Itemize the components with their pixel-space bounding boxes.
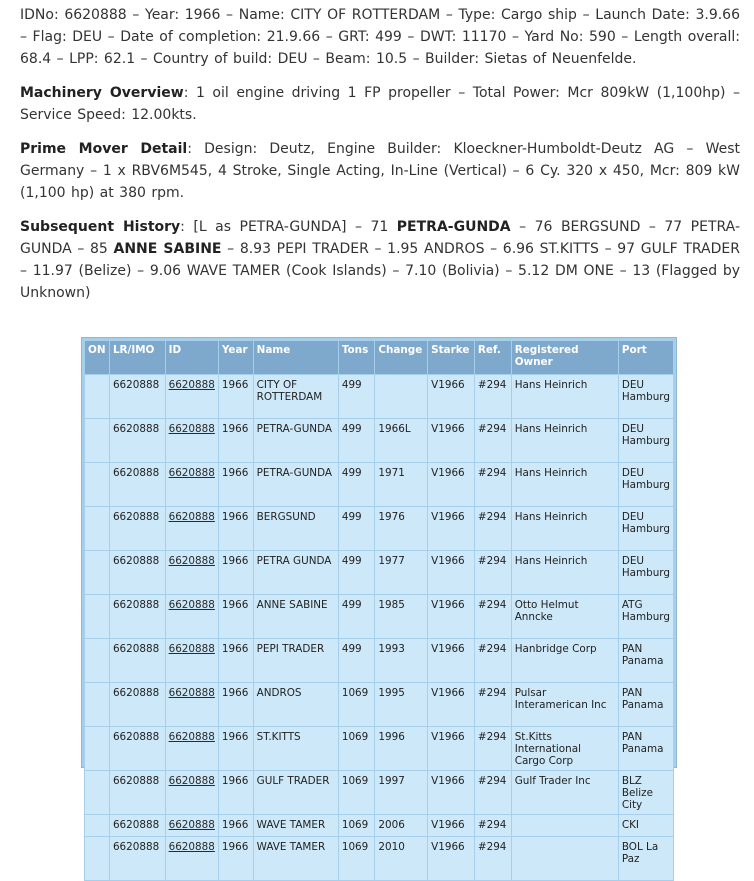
cell-name: PETRA-GUNDA bbox=[253, 419, 338, 463]
cell-name: PEPI TRADER bbox=[253, 639, 338, 683]
cell-id bbox=[165, 639, 218, 683]
table-row bbox=[85, 837, 674, 881]
header-ref: Ref. bbox=[474, 341, 511, 375]
cell-tons: 499 bbox=[338, 463, 375, 507]
cell-on bbox=[85, 375, 110, 419]
cell-tons: 499 bbox=[338, 375, 375, 419]
cell-starke: V1966 bbox=[428, 837, 475, 881]
cell-year: 1966 bbox=[218, 837, 253, 881]
table-row bbox=[85, 771, 674, 815]
cell-id bbox=[165, 771, 218, 815]
cell-id bbox=[165, 463, 218, 507]
cell-port: PAN Panama bbox=[618, 683, 673, 727]
cell-id bbox=[165, 507, 218, 551]
cell-on bbox=[85, 837, 110, 881]
cell-year: 1966 bbox=[218, 551, 253, 595]
cell-year: 1966 bbox=[218, 375, 253, 419]
cell-starke: V1966 bbox=[428, 551, 475, 595]
cell-on bbox=[85, 595, 110, 639]
cell-year: 1966 bbox=[218, 815, 253, 837]
cell-year: 1966 bbox=[218, 683, 253, 727]
table-row bbox=[85, 595, 674, 639]
cell-lr-imo: 6620888 bbox=[109, 463, 165, 507]
history-name-1: PETRA-GUNDA bbox=[396, 219, 511, 235]
cell-ref: #294 bbox=[474, 551, 511, 595]
cell-id bbox=[165, 375, 218, 419]
ship-summary bbox=[20, 4, 740, 70]
ship-history-table bbox=[84, 340, 674, 881]
cell-year: 1966 bbox=[218, 463, 253, 507]
cell-port: DEU Hamburg bbox=[618, 551, 673, 595]
header-change: Change bbox=[375, 341, 428, 375]
cell-starke: V1966 bbox=[428, 595, 475, 639]
summary-text: IDNo: 6620888 – Year: 1966 – Name: CITY OF ROTTERDAM – Type: Cargo ship – Launch Date: 3.9.66 – Flag: DEU – Date of completion: 21.9.66 – GRT: 499 – DWT: 11170 – Yard No: 590 – Length overall: 68.4 – LPP: 62.1 – Country of build: DEU – Beam: 10.5 – Builder: Sietas of Neuenfelde. bbox=[20, 7, 740, 67]
cell-change: 1985 bbox=[375, 595, 428, 639]
cell-change: 1996 bbox=[375, 727, 428, 771]
table-row bbox=[85, 815, 674, 837]
id-link[interactable]: 6620888 bbox=[168, 511, 215, 523]
cell-name: WAVE TAMER bbox=[253, 815, 338, 837]
cell-ref: #294 bbox=[474, 771, 511, 815]
prime-mover-detail bbox=[20, 138, 740, 204]
cell-starke: V1966 bbox=[428, 463, 475, 507]
cell-starke: V1966 bbox=[428, 639, 475, 683]
id-link[interactable]: 6620888 bbox=[168, 379, 215, 391]
cell-tons: 1069 bbox=[338, 815, 375, 837]
cell-owner bbox=[511, 815, 618, 837]
cell-name: CITY OF ROTTERDAM bbox=[253, 375, 338, 419]
header-name: Name bbox=[253, 341, 338, 375]
cell-port: ATG Hamburg bbox=[618, 595, 673, 639]
cell-owner: St.Kitts International Cargo Corp bbox=[511, 727, 618, 771]
header-lr-imo: LR/IMO bbox=[109, 341, 165, 375]
cell-name: ST.KITTS bbox=[253, 727, 338, 771]
subsequent-history bbox=[20, 216, 740, 304]
cell-id bbox=[165, 551, 218, 595]
cell-owner: Otto Helmut Anncke bbox=[511, 595, 618, 639]
cell-change: 2006 bbox=[375, 815, 428, 837]
cell-year: 1966 bbox=[218, 507, 253, 551]
header-on: ON bbox=[85, 341, 110, 375]
cell-name: WAVE TAMER bbox=[253, 837, 338, 881]
header-registered-owner: Registered Owner bbox=[511, 341, 618, 375]
table-row bbox=[85, 551, 674, 595]
cell-port: DEU Hamburg bbox=[618, 463, 673, 507]
cell-name: ANDROS bbox=[253, 683, 338, 727]
cell-change: 1966L bbox=[375, 419, 428, 463]
header-tons: Tons bbox=[338, 341, 375, 375]
cell-change: 1993 bbox=[375, 639, 428, 683]
cell-owner: Hans Heinrich bbox=[511, 419, 618, 463]
table-row bbox=[85, 419, 674, 463]
cell-change: 2010 bbox=[375, 837, 428, 881]
cell-ref: #294 bbox=[474, 463, 511, 507]
cell-port: DEU Hamburg bbox=[618, 507, 673, 551]
cell-ref: #294 bbox=[474, 727, 511, 771]
table-row bbox=[85, 639, 674, 683]
cell-ref: #294 bbox=[474, 595, 511, 639]
cell-port: CKI bbox=[618, 815, 673, 837]
header-starke: Starke bbox=[428, 341, 475, 375]
cell-port: PAN Panama bbox=[618, 727, 673, 771]
cell-port: BOL La Paz bbox=[618, 837, 673, 881]
cell-year: 1966 bbox=[218, 639, 253, 683]
cell-lr-imo: 6620888 bbox=[109, 815, 165, 837]
cell-tons: 1069 bbox=[338, 727, 375, 771]
id-link[interactable]: 6620888 bbox=[168, 841, 215, 853]
cell-id bbox=[165, 727, 218, 771]
cell-name: GULF TRADER bbox=[253, 771, 338, 815]
cell-year: 1966 bbox=[218, 727, 253, 771]
table-header-row bbox=[85, 341, 674, 375]
cell-lr-imo: 6620888 bbox=[109, 837, 165, 881]
cell-lr-imo: 6620888 bbox=[109, 375, 165, 419]
cell-tons: 1069 bbox=[338, 771, 375, 815]
history-name-2: ANNE SABINE bbox=[113, 241, 222, 257]
cell-on bbox=[85, 507, 110, 551]
table-row bbox=[85, 683, 674, 727]
cell-starke: V1966 bbox=[428, 507, 475, 551]
cell-starke: V1966 bbox=[428, 771, 475, 815]
cell-port: PAN Panama bbox=[618, 639, 673, 683]
cell-owner: Hans Heinrich bbox=[511, 375, 618, 419]
cell-starke: V1966 bbox=[428, 419, 475, 463]
cell-name: PETRA GUNDA bbox=[253, 551, 338, 595]
cell-id bbox=[165, 595, 218, 639]
cell-owner: Hans Heinrich bbox=[511, 463, 618, 507]
id-link[interactable]: 6620888 bbox=[168, 731, 215, 743]
header-id: ID bbox=[165, 341, 218, 375]
cell-id bbox=[165, 837, 218, 881]
cell-year: 1966 bbox=[218, 771, 253, 815]
cell-year: 1966 bbox=[218, 595, 253, 639]
cell-tons: 499 bbox=[338, 595, 375, 639]
id-link[interactable]: 6620888 bbox=[168, 599, 215, 611]
cell-change: 1977 bbox=[375, 551, 428, 595]
prime-mover-text: : Design: Deutz, Engine Builder: Kloeckner-Humboldt-Deutz AG – West Germany – 1 x RBV6M545, 4 Stroke, Single Acting, In-Line (Vertical) – 6 Cy. 320 x 450, Mcr: 809 kW (1,100 hp) at 380 rpm. bbox=[20, 141, 740, 201]
history-text-2: – 76 BERGSUND – 77 PETRA-GUNDA – 85 bbox=[20, 219, 740, 257]
cell-tons: 1069 bbox=[338, 683, 375, 727]
cell-port: DEU Hamburg bbox=[618, 375, 673, 419]
cell-on bbox=[85, 419, 110, 463]
cell-on bbox=[85, 551, 110, 595]
cell-port: BLZ Belize City bbox=[618, 771, 673, 815]
cell-id bbox=[165, 815, 218, 837]
cell-lr-imo: 6620888 bbox=[109, 771, 165, 815]
cell-lr-imo: 6620888 bbox=[109, 419, 165, 463]
table-row bbox=[85, 727, 674, 771]
cell-tons: 1069 bbox=[338, 837, 375, 881]
cell-ref: #294 bbox=[474, 683, 511, 727]
cell-owner bbox=[511, 837, 618, 881]
id-link[interactable]: 6620888 bbox=[168, 643, 215, 655]
header-year: Year bbox=[218, 341, 253, 375]
history-label: Subsequent History bbox=[20, 219, 181, 235]
cell-name: PETRA-GUNDA bbox=[253, 463, 338, 507]
cell-starke: V1966 bbox=[428, 727, 475, 771]
cell-ref: #294 bbox=[474, 815, 511, 837]
header-port: Port bbox=[618, 341, 673, 375]
machinery-text: : 1 oil engine driving 1 FP propeller – Total Power: Mcr 809kW (1,100hp) – Service Speed: 12.00kts. bbox=[20, 85, 741, 123]
table-row bbox=[85, 375, 674, 419]
history-text-3: – 8.93 PEPI TRADER – 1.95 ANDROS – 6.96 ST.KITTS – 97 GULF TRADER – 11.97 (Belize) – 9.06 WAVE TAMER (Cook Islands) – 7.10 (Bolivia) – 5.12 DM ONE – 13 (Flagged by Unknown) bbox=[20, 241, 740, 301]
ship-details bbox=[0, 4, 754, 304]
cell-on bbox=[85, 683, 110, 727]
cell-tons: 499 bbox=[338, 507, 375, 551]
cell-lr-imo: 6620888 bbox=[109, 551, 165, 595]
cell-name: ANNE SABINE bbox=[253, 595, 338, 639]
id-link[interactable]: 6620888 bbox=[168, 775, 215, 787]
cell-change: 1976 bbox=[375, 507, 428, 551]
machinery-overview bbox=[20, 82, 740, 126]
cell-on bbox=[85, 771, 110, 815]
cell-change: 1995 bbox=[375, 683, 428, 727]
prime-mover-label: Prime Mover Detail bbox=[20, 141, 188, 157]
cell-ref: #294 bbox=[474, 837, 511, 881]
cell-on bbox=[85, 727, 110, 771]
cell-owner: Hanbridge Corp bbox=[511, 639, 618, 683]
id-link[interactable]: 6620888 bbox=[168, 819, 215, 831]
cell-on bbox=[85, 639, 110, 683]
cell-starke: V1966 bbox=[428, 375, 475, 419]
cell-lr-imo: 6620888 bbox=[109, 727, 165, 771]
machinery-label: Machinery Overview bbox=[20, 85, 184, 101]
cell-ref: #294 bbox=[474, 419, 511, 463]
cell-ref: #294 bbox=[474, 639, 511, 683]
cell-owner: Gulf Trader Inc bbox=[511, 771, 618, 815]
cell-change bbox=[375, 375, 428, 419]
cell-lr-imo: 6620888 bbox=[109, 507, 165, 551]
id-link[interactable]: 6620888 bbox=[168, 467, 215, 479]
cell-on bbox=[85, 463, 110, 507]
cell-change: 1971 bbox=[375, 463, 428, 507]
cell-tons: 499 bbox=[338, 419, 375, 463]
cell-year: 1966 bbox=[218, 419, 253, 463]
cell-lr-imo: 6620888 bbox=[109, 595, 165, 639]
cell-name: BERGSUND bbox=[253, 507, 338, 551]
cell-change: 1997 bbox=[375, 771, 428, 815]
table-row bbox=[85, 463, 674, 507]
cell-ref: #294 bbox=[474, 375, 511, 419]
cell-owner: Hans Heinrich bbox=[511, 507, 618, 551]
cell-id bbox=[165, 683, 218, 727]
id-link[interactable]: 6620888 bbox=[168, 555, 215, 567]
cell-lr-imo: 6620888 bbox=[109, 639, 165, 683]
cell-owner: Hans Heinrich bbox=[511, 551, 618, 595]
table-row bbox=[85, 507, 674, 551]
cell-lr-imo: 6620888 bbox=[109, 683, 165, 727]
cell-ref: #294 bbox=[474, 507, 511, 551]
cell-on bbox=[85, 815, 110, 837]
ship-history-table-container bbox=[81, 337, 677, 865]
cell-tons: 499 bbox=[338, 551, 375, 595]
id-link[interactable]: 6620888 bbox=[168, 423, 215, 435]
id-link[interactable]: 6620888 bbox=[168, 687, 215, 699]
history-text-1: : [L as PETRA-GUNDA] – 71 bbox=[180, 219, 397, 235]
cell-starke: V1966 bbox=[428, 815, 475, 837]
cell-tons: 499 bbox=[338, 639, 375, 683]
cell-owner: Pulsar Interamerican Inc bbox=[511, 683, 618, 727]
table-body bbox=[85, 375, 674, 881]
cell-starke: V1966 bbox=[428, 683, 475, 727]
cell-port: DEU Hamburg bbox=[618, 419, 673, 463]
cell-id bbox=[165, 419, 218, 463]
